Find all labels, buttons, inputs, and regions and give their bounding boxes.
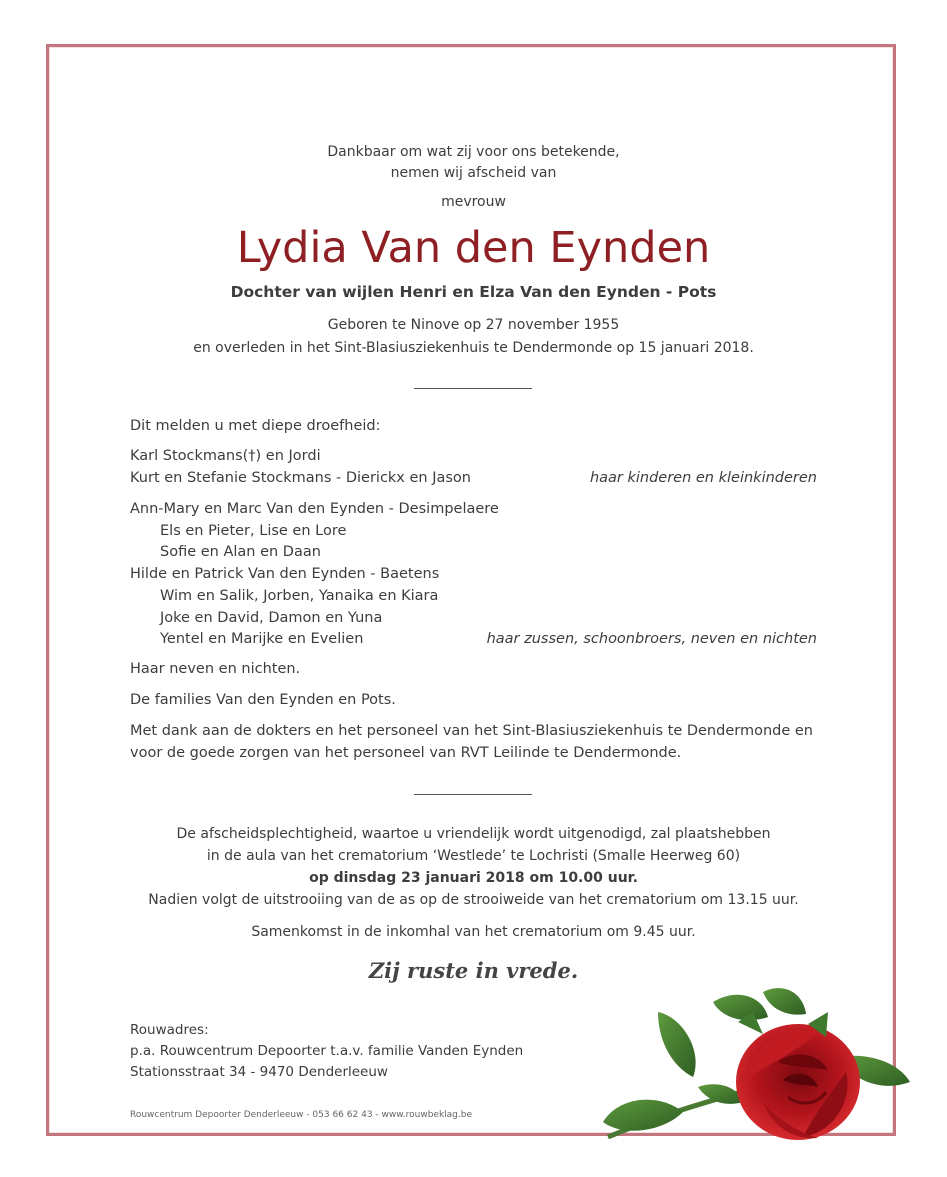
intro-line-2: nemen wij afscheid van: [390, 165, 557, 181]
leaf-icon: [603, 1100, 683, 1131]
rose-head-icon: [736, 1024, 860, 1140]
siblings-role: haar zussen, schoonbroers, neven en nichten: [486, 631, 817, 648]
children-role: haar kinderen en kleinkinderen: [589, 469, 817, 486]
siblings-row: [130, 629, 817, 651]
sibling-2-kids-a: Wim en Salik, Jorben, Yanaika en Kiara: [160, 587, 439, 604]
sibling-1-kids-b: Sofie en Alan en Daan: [160, 544, 321, 561]
thanks-line-2: voor de goede zorgen van het personeel van RVT Leilinde te Dendermonde.: [130, 744, 682, 761]
divider-1: [414, 388, 532, 389]
divider-2: [414, 794, 532, 795]
ceremony-date: op dinsdag 23 januari 2018 om 10.00 uur.: [309, 870, 638, 886]
address-block: [130, 1020, 523, 1083]
children-line-1: Karl Stockmans(†) en Jordi: [130, 448, 321, 464]
intro-line-1: Dankbaar om wat zij voor ons betekende,: [327, 144, 620, 160]
siblings-block: [130, 499, 817, 651]
children-line-2: Kurt en Stefanie Stockmans - Dierickx en Jason: [130, 469, 471, 486]
sibling-2-kids-b: Joke en David, Damon en Yuna: [160, 609, 383, 626]
sibling-2: Hilde en Patrick Van den Eynden - Baetens: [130, 566, 440, 583]
family-heading: Dit melden u met diepe droefheid:: [130, 418, 381, 434]
children-block: [130, 446, 817, 489]
ceremony-line-2: in de aula van het crematorium ‘Westlede’ te Lochristi (Smalle Heerweg 60): [206, 848, 741, 864]
ceremony-block: [0, 823, 947, 911]
rose-image: [588, 962, 918, 1162]
ceremony-line-1: De afscheidsplechtigheid, waartoe u vriendelijk wordt uitgenodigd, zal plaatshebben: [176, 826, 771, 842]
footer-contact: Rouwcentrum Depoorter Denderleeuw - 053 66 62 43 - www.rouwbeklag.be: [130, 1110, 472, 1120]
thanks-line-1: Met dank aan de dokters en het personeel van het Sint-Blasiusziekenhuis te Dendermonde en: [130, 723, 813, 739]
sibling-1: Ann-Mary en Marc Van den Eynden - Desimpelaere: [130, 501, 499, 517]
birth-line: Geboren te Ninove op 27 november 1955: [327, 317, 620, 333]
sibling-1-kids-a: Els en Pieter, Lise en Lore: [160, 522, 347, 539]
intro-text: [0, 142, 947, 184]
death-line: en overleden in het Sint-Blasiusziekenhuis te Dendermonde op 15 januari 2018.: [193, 340, 754, 356]
thanks-block: [130, 721, 813, 764]
address-label: Rouwadres:: [130, 1022, 209, 1038]
leaf-icon: [713, 995, 768, 1020]
address-line-2: Stationsstraat 34 - 9470 Denderleeuw: [130, 1064, 388, 1080]
gathering-line: Samenkomst in de inkomhal van het crematorium om 9.45 uur.: [251, 924, 696, 940]
ceremony-line-3: Nadien volgt de uitstrooiing van de as op de strooiweide van het crematorium om 13.15 uur.: [148, 892, 799, 908]
address-line-1: p.a. Rouwcentrum Depoorter t.a.v. familie Vanden Eynden: [130, 1043, 524, 1059]
nephews-line: Haar neven en nichten.: [130, 661, 301, 677]
deceased-name: Lydia Van den Eynden: [236, 223, 711, 273]
leaf-icon: [658, 1012, 696, 1077]
title-mevrouw: mevrouw: [441, 194, 506, 210]
closing-phrase: Zij ruste in vrede.: [368, 958, 579, 983]
leaf-icon: [763, 988, 806, 1015]
children-row: [130, 468, 817, 490]
sibling-2-kids-c: Yentel en Marijke en Evelien: [160, 631, 364, 648]
parents-line: Dochter van wijlen Henri en Elza Van den Eynden - Pots: [230, 283, 717, 301]
families-line: De families Van den Eynden en Pots.: [130, 692, 396, 708]
